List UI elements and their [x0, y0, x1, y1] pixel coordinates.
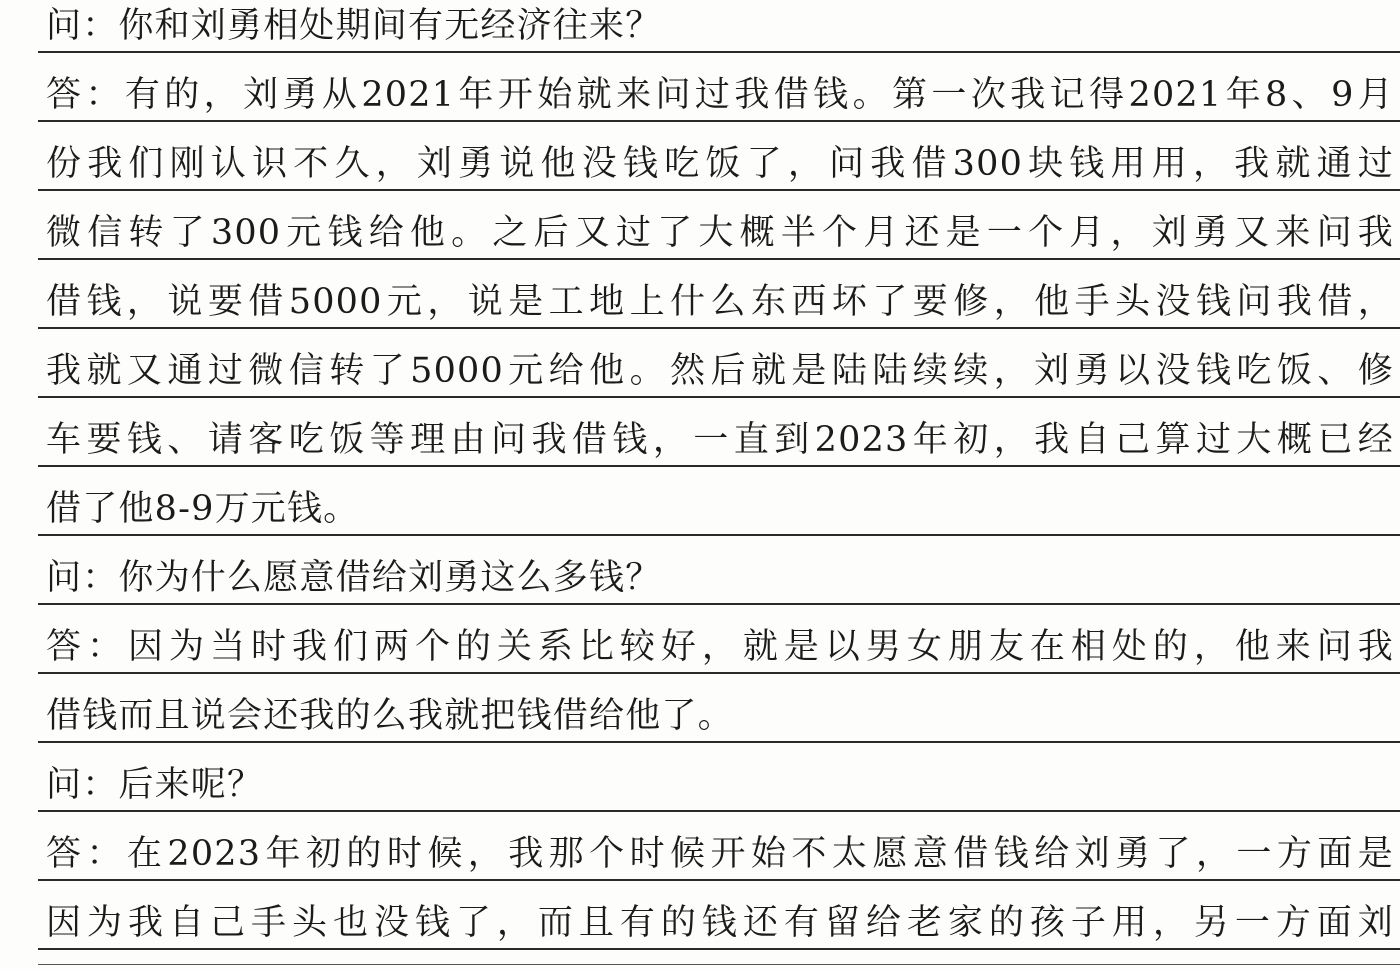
transcript-line [0, 897, 1400, 966]
transcript-line [0, 207, 1400, 276]
question-text: 问：后来呢？ [46, 765, 264, 805]
answer-text: 我就又通过微信转了5000元给他。然后就是陆陆续续，刘勇以没钱吃饭、修 [46, 351, 1394, 391]
transcript-line [0, 552, 1400, 621]
line-rule [38, 948, 1400, 950]
line-rule [38, 672, 1400, 674]
answer-text: 因为我自己手头也没钱了，而且有的钱还有留给老家的孩子用，另一方面刘 [46, 903, 1394, 943]
answer-text: 微信转了300元钱给他。之后又过了大概半个月还是一个月，刘勇又来问我 [46, 213, 1394, 253]
line-rule [38, 327, 1400, 329]
answer-text: 份我们刚认识不久，刘勇说他没钱吃饭了，问我借300块钱用用，我就通过 [46, 144, 1394, 184]
line-rule [38, 120, 1400, 122]
transcript-line [0, 345, 1400, 414]
line-rule [38, 258, 1400, 260]
transcript-line [0, 0, 1400, 69]
answer-text: 答：有的，刘勇从2021年开始就来问过我借钱。第一次我记得2021年8、9月 [46, 75, 1394, 115]
transcript-line [0, 138, 1400, 207]
line-rule [38, 51, 1400, 53]
answer-text: 借钱，说要借5000元，说是工地上什么东西坏了要修，他手头没钱问我借， [46, 282, 1394, 322]
question-text: 问：你为什么愿意借给刘勇这么多钱？ [46, 558, 662, 598]
line-rule [38, 879, 1400, 881]
transcript-line [0, 414, 1400, 483]
line-rule [38, 741, 1400, 743]
line-rule [38, 603, 1400, 605]
line-rule [38, 534, 1400, 536]
answer-text: 答：因为当时我们两个的关系比较好，就是以男女朋友在相处的，他来问我 [46, 627, 1394, 667]
answer-text: 车要钱、请客吃饭等理由问我借钱，一直到2023年初，我自己算过大概已经 [46, 420, 1394, 460]
transcript-line [0, 759, 1400, 828]
line-rule [38, 810, 1400, 812]
question-text: 问：你和刘勇相处期间有无经济往来？ [46, 6, 662, 46]
transcript-line [0, 828, 1400, 897]
transcript-line [0, 69, 1400, 138]
line-rule [38, 189, 1400, 191]
transcript-line [0, 690, 1400, 759]
answer-text: 借钱而且说会还我的么我就把钱借给他了。 [46, 696, 734, 736]
transcript-line [0, 483, 1400, 552]
line-rule [38, 465, 1400, 467]
page-bottom-edge [38, 964, 1400, 965]
answer-text: 借了他8-9万元钱。 [46, 489, 360, 529]
answer-text: 答：在2023年初的时候，我那个时候开始不太愿意借钱给刘勇了，一方面是 [46, 834, 1394, 874]
line-rule [38, 396, 1400, 398]
transcript-line [0, 276, 1400, 345]
transcript-line [0, 621, 1400, 690]
